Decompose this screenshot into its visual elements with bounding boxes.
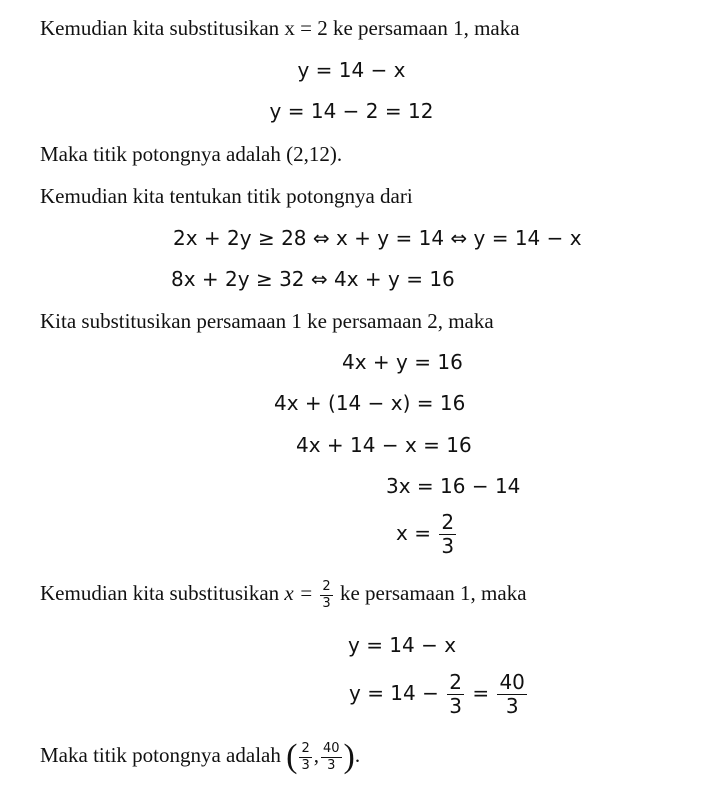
- fraction-denominator: 3: [301, 757, 310, 773]
- fraction-numerator: 2: [322, 579, 331, 594]
- equation-y-equals-14-minus-x-2: y = 14 − x: [348, 633, 457, 657]
- fraction-numerator: 2: [441, 510, 455, 534]
- fraction-two-thirds: [299, 742, 311, 772]
- fraction-numerator: 2: [301, 740, 310, 756]
- fraction-denominator: 3: [327, 757, 336, 773]
- step-x-fraction: [396, 512, 458, 557]
- fraction-denominator: 3: [505, 694, 519, 718]
- step-expanded: 4x + 14 − x = 16: [296, 433, 472, 457]
- equation-y-equals-14-minus-x: y = 14 − x: [297, 58, 406, 82]
- fraction-numerator: 2: [449, 670, 462, 694]
- system-equation-1: 2x + 2y ≥ 28 ⇔ x + y = 14 ⇔ y = 14 − x: [173, 226, 582, 250]
- equation-y-result-12: y = 14 − 2 = 12: [269, 99, 434, 123]
- system-equation-2: 8x + 2y ≥ 32 ⇔ 4x + y = 16: [171, 267, 455, 291]
- right-parenthesis: ): [343, 738, 355, 775]
- equation-y-result-fraction: [349, 672, 529, 717]
- paragraph-determine-intersection: Kemudian kita tentukan titik potongnya dari: [40, 184, 413, 208]
- fraction-forty-thirds: [497, 672, 526, 717]
- left-parenthesis: (: [286, 738, 298, 775]
- step-3x: 3x = 16 − 14: [386, 474, 521, 498]
- step-substituted: 4x + (14 − x) = 16: [274, 391, 466, 415]
- fraction-numerator: 40: [322, 740, 340, 756]
- step-4x-plus-y: 4x + y = 16: [342, 350, 463, 374]
- inline-fraction-two-thirds: [320, 580, 332, 610]
- para5-prefix: Kemudian kita substitusikan: [40, 580, 280, 605]
- paragraph-final-intersection: [40, 740, 360, 774]
- x-equals-label: x =: [396, 521, 431, 545]
- coordinate-comma: ,: [313, 742, 319, 767]
- paragraph-substitute-x2: Kemudian kita substitusikan x = 2 ke persamaan 1, maka: [40, 16, 520, 40]
- fraction-denominator: 3: [441, 534, 455, 558]
- fraction-numerator: 40: [499, 670, 525, 694]
- fraction-two-thirds: [447, 672, 464, 717]
- final-period: .: [354, 742, 361, 767]
- para5-suffix: ke persamaan 1, maka: [339, 580, 527, 605]
- eq4-equals: =: [472, 681, 490, 705]
- paragraph-intersection-2-12: Maka titik potongnya adalah (2,12).: [40, 142, 343, 166]
- para6-prefix: Maka titik potongnya adalah: [40, 742, 281, 767]
- paragraph-substitute-eq1-into-eq2: Kita substitusikan persamaan 1 ke persamaan 2, maka: [40, 309, 494, 333]
- paragraph-substitute-x-fraction: [40, 580, 527, 610]
- fraction-forty-thirds: [321, 742, 342, 772]
- fraction-two-thirds: [439, 512, 456, 557]
- para5-x-equals: x =: [284, 580, 314, 605]
- eq4-lhs: y = 14 −: [349, 681, 439, 705]
- fraction-denominator: 3: [322, 595, 331, 611]
- fraction-denominator: 3: [449, 694, 462, 718]
